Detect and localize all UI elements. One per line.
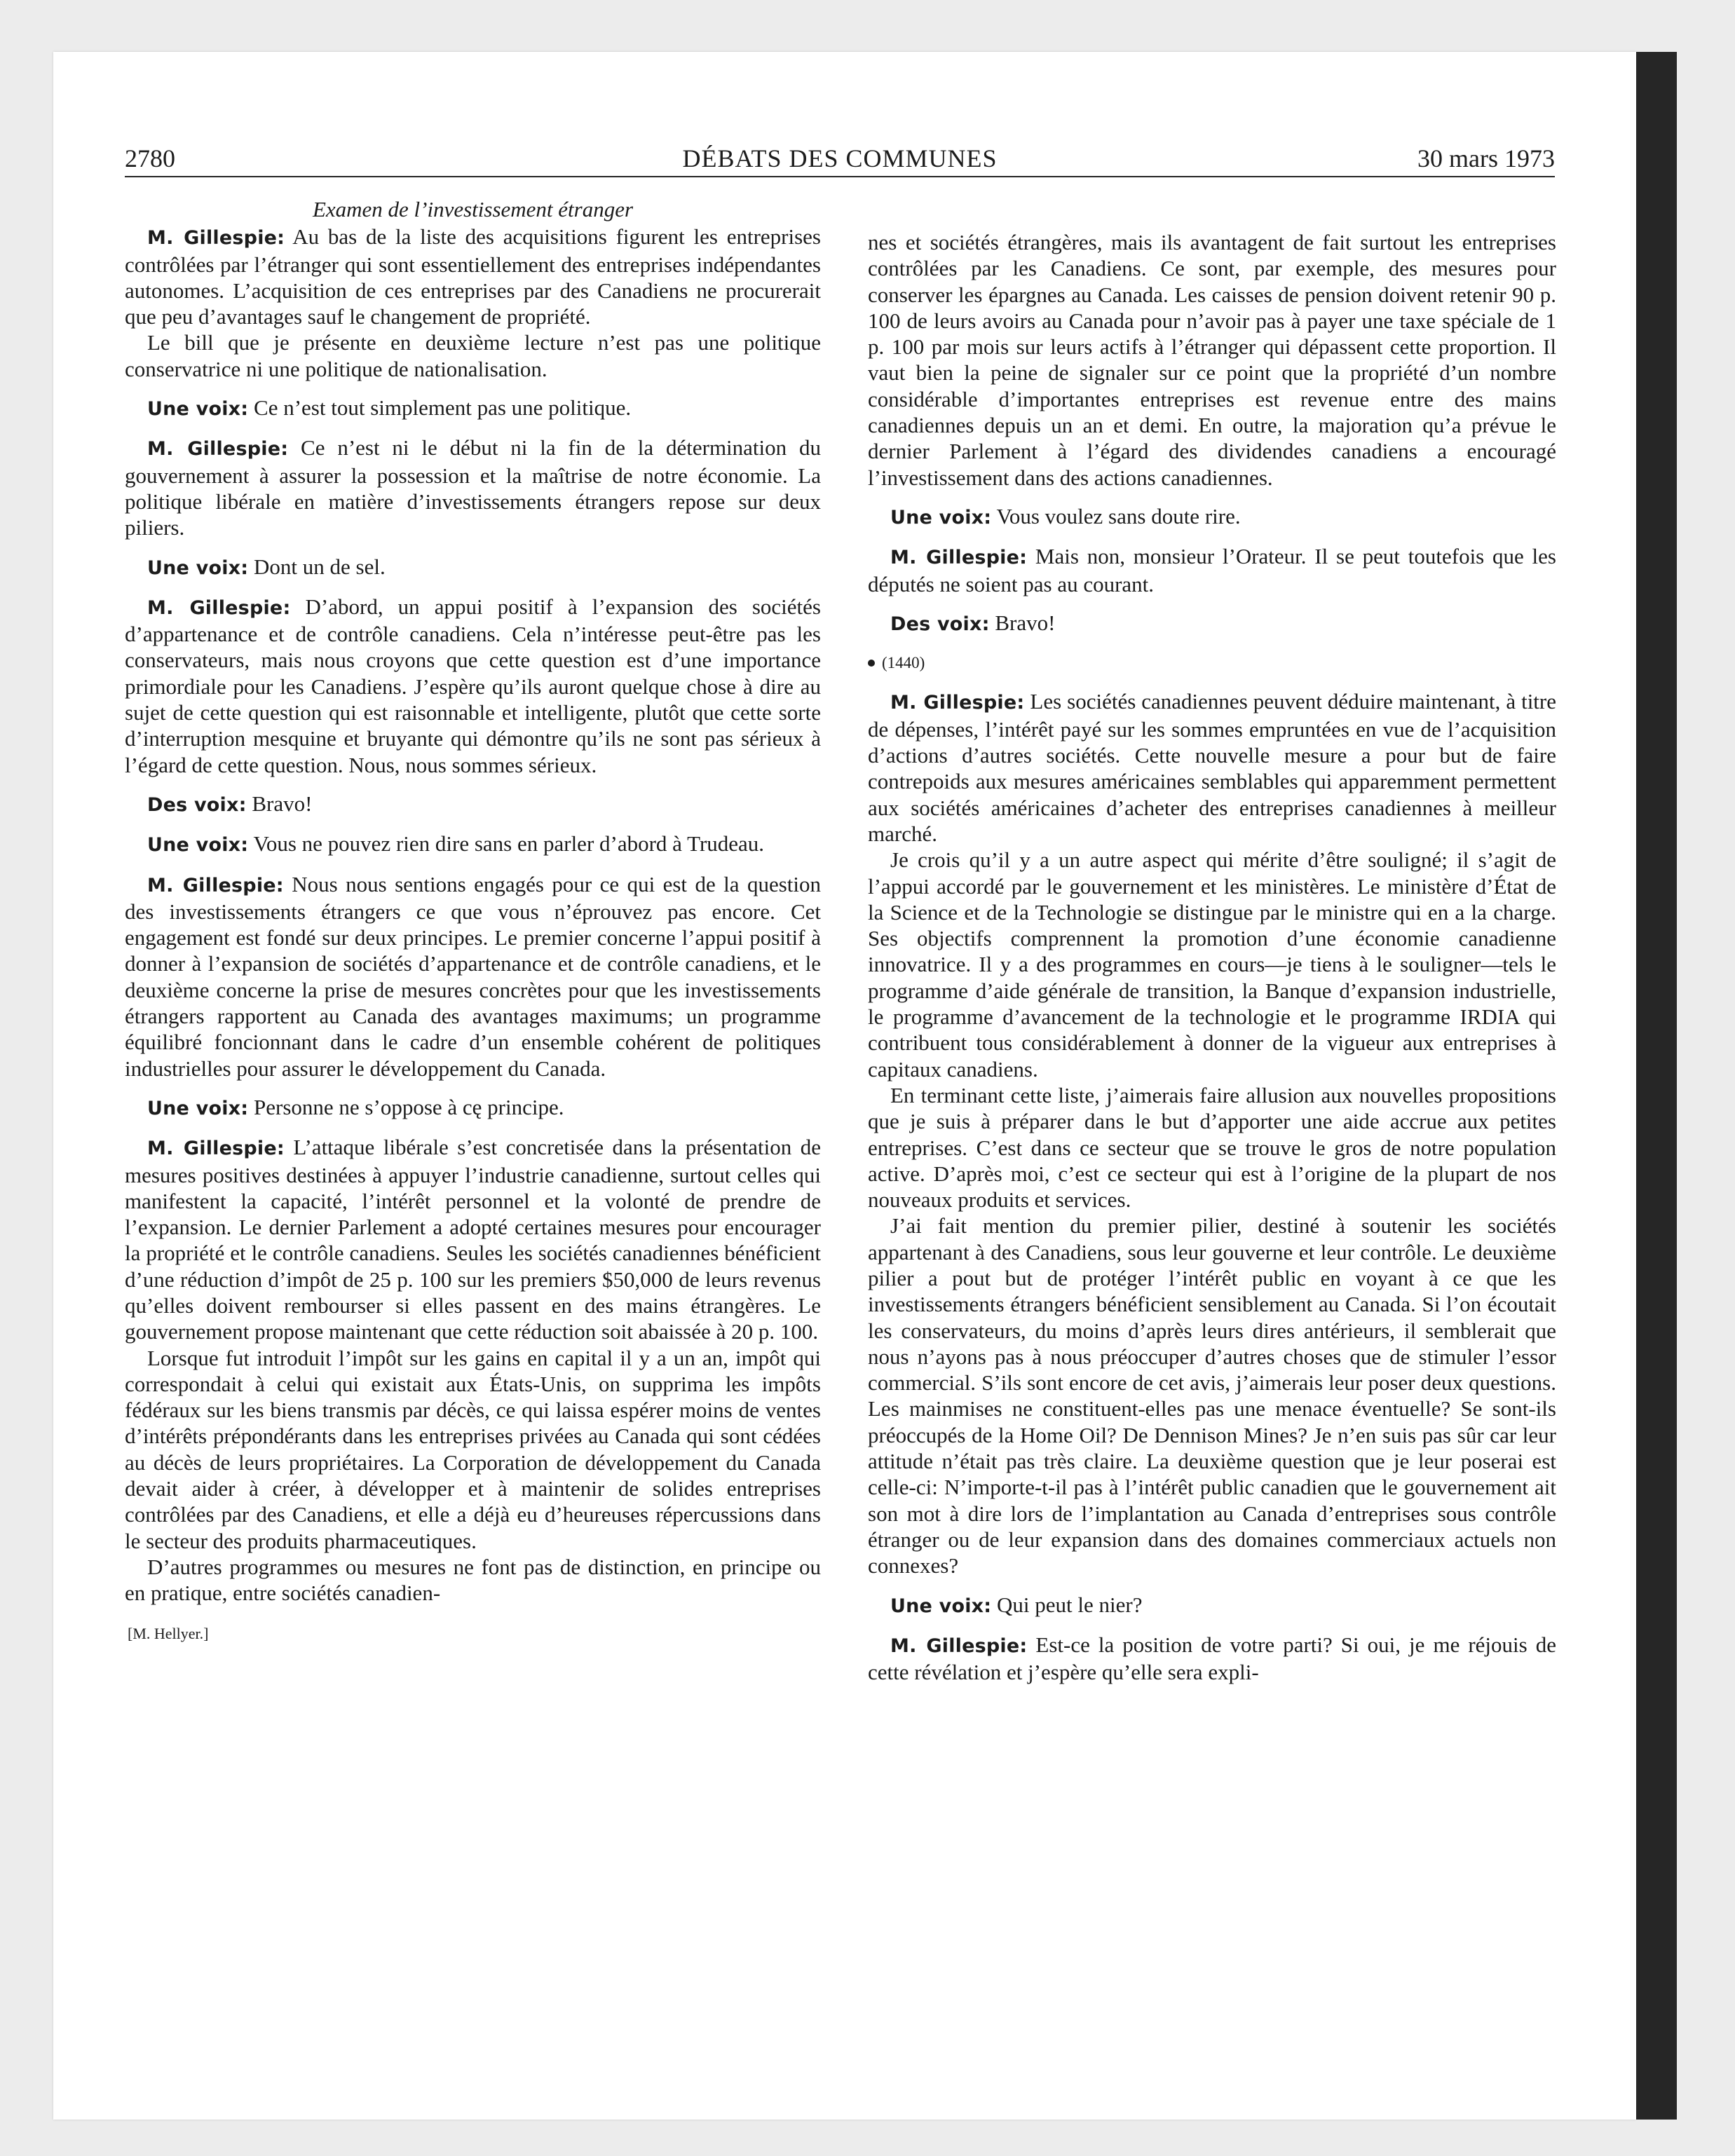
paragraph bbox=[125, 791, 821, 818]
right-paragraphs-before bbox=[868, 229, 1556, 637]
paragraph-text: Dont un de sel. bbox=[248, 554, 386, 579]
paragraph bbox=[868, 1082, 1556, 1213]
paragraph-text: Qui peut le nier? bbox=[991, 1592, 1143, 1617]
paragraph bbox=[125, 435, 821, 540]
paragraph-text: J’ai fait mention du premier pilier, destiné à soutenir les sociétés appartenant à des Canadiens, sous leur gouverne et leur contrôle. Le deuxième pilier a pout but de protéger l’intérêt public en voyant à ce que les investissements étrangers bénéficient sensiblement au Canada. Si l’on écoutait les conservateurs, du moins d’après leurs dires antérieurs, il semblerait que nous n’ayons pas à nous préoccuper d’autres choses que de stimuler l’essor commercial. S’ils sont encore de cet avis, j’aimerais leur poser deux questions. Les mainmises ne constituent-elles pas une menace éventuelle? Se sont-ils préoccupés de la Home Oil? De Dennison Mines? Je n’en suis pas sûr car leur attitude n’était pas très claire. La deuxième question que je leur poserai est celle-ci: N’importe-t-il pas à l’intérêt public canadien que le gouvernement ait son mot à dire lors de l’implantation au Canada d’entreprises sous contrôle étranger ou de leur expansion dans des domaines commerciaux actuels non connexes? bbox=[868, 1213, 1556, 1578]
speaker-name: Une voix: bbox=[147, 557, 249, 579]
paragraph-text: Ce n’est tout simplement pas une politique. bbox=[248, 395, 632, 421]
paragraph-text: Est-ce la position de votre parti? Si oui, je me réjouis de cette révélation et j’espère qu’elle sera expli- bbox=[868, 1632, 1556, 1685]
paragraph bbox=[125, 329, 821, 382]
right-paragraphs-after bbox=[868, 688, 1556, 1685]
paragraph-text: Ce n’est ni le début ni la fin de la détermination du gouvernement à assurer la possession et la maîtrise de notre économie. La politique libérale en matière d’investissements étrangers repose sur deux piliers. bbox=[125, 435, 821, 540]
speaker-name: M. Gillespie: bbox=[147, 596, 291, 619]
scan-border bbox=[1636, 52, 1677, 2120]
paragraph-text: Lorsque fut introduit l’impôt sur les gains en capital il y a un an, impôt qui correspondait à celui qui existait aux États-Unis, on supprima les impôts fédéraux sur les biens transmis par décès, ce qui laissa espérer moins de ventes d’intérêts prépondérants dans les entreprises privées au Canada qui sont cédées au décès de leurs propriétaires. La Corporation de développement du Canada devait aider à créer, à développer et à maintenir de solides entreprises contrôlées par des Canadiens, et elle a déjà eu d’heureuses répercussions dans le secteur des produits pharmaceutiques. bbox=[125, 1345, 821, 1553]
speaker-name: M. Gillespie: bbox=[147, 1138, 285, 1160]
timestamp-text: (1440) bbox=[882, 654, 925, 672]
paragraph bbox=[868, 1213, 1556, 1578]
paragraph-text: Au bas de la liste des acquisitions figurent les entreprises contrôlées par l’étranger qui sont essentiellement des entreprises indépendantes autonomes. L’acquisition de ces entreprises par des Canadiens ne procurerait que peu d’avantages sauf le changement de propriété. bbox=[125, 224, 821, 329]
speaker-name: Des voix: bbox=[147, 793, 247, 816]
paragraph bbox=[868, 543, 1556, 597]
paragraph bbox=[125, 1345, 821, 1554]
paragraph bbox=[125, 1554, 821, 1606]
paragraph bbox=[868, 229, 1556, 491]
paragraph bbox=[868, 1632, 1556, 1686]
speaker-name: M. Gillespie: bbox=[147, 227, 285, 250]
paragraph bbox=[125, 594, 821, 778]
speaker-name: Une voix: bbox=[890, 1595, 992, 1617]
footnote: [M. Hellyer.] bbox=[128, 1624, 209, 1642]
page-date: 30 mars 1973 bbox=[1417, 144, 1555, 172]
speaker-name: Une voix: bbox=[147, 1097, 249, 1119]
paragraph-text: Vous ne pouvez rien dire sans en parler d’abord à Trudeau. bbox=[248, 831, 765, 857]
paragraph-text: Bravo! bbox=[246, 791, 313, 816]
paragraph bbox=[868, 610, 1556, 637]
paragraph-text: nes et sociétés étrangères, mais ils avantagent de fait surtout les entreprises contrôlées par les Canadiens. Ce sont, par exemple, des mesures pour conserver les épargnes au Canada. Les caisses de pension doivent retenir 90 p. 100 de leurs avoirs au Canada pour n’avoir pas à payer une taxe spéciale de 1 p. 100 par mois sur leurs actifs à l’étranger qui dépassent cette proportion. Il vaut bien la peine de signaler sur ce point que la propriété d’un nombre considérable d’importantes entreprises est revenue entre des mains canadiennes depuis un an et demi. En outre, la majoration qu’a prévue le dernier Parlement à l’égard des dividendes canadiens a encouragé l’investissement dans des actions canadiennes. bbox=[868, 230, 1556, 490]
speaker-name: Des voix: bbox=[890, 613, 990, 635]
speaker-name: M. Gillespie: bbox=[147, 874, 284, 896]
speaker-name: M. Gillespie: bbox=[147, 438, 289, 460]
page-title: DÉBATS DES COMMUNES bbox=[682, 144, 998, 172]
section-subheading: Examen de l’investissement étranger bbox=[312, 197, 634, 221]
paragraph bbox=[125, 224, 821, 329]
speaker-name: Une voix: bbox=[890, 506, 992, 528]
paragraph-text: Vous voulez sans doute rire. bbox=[991, 503, 1241, 528]
paragraph bbox=[868, 688, 1556, 847]
page-header bbox=[125, 142, 1555, 177]
paragraph-text: L’attaque libérale s’est concretisée dans la présentation de mesures positives destinées à appuyer l’industrie canadienne, surtout celles qui manifestent la capacité, l’intérêt personnel et la volonté de prendre de l’expansion. Le dernier Parlement a adopté certaines mesures pour encourager la propriété et le contrôle canadiens. Seules les sociétés canadiennes bénéficient d’une réduction d’impôt de 25 p. 100 sur les premiers $50,000 de leurs revenus qu’elles doivent rembourser si elles passent en des mains étrangères. Le gouvernement propose maintenant que cette réduction soit abaissée à 20 p. 100. bbox=[125, 1135, 821, 1344]
paragraph-text: D’abord, un appui positif à l’expansion des sociétés d’appartenance et de contrôle canadiens. Cela n’intéresse peut-être pas les conservateurs, mais nous croyons que cette question est d’une importance primordiale pour les Canadiens. J’espère qu’ils auront quelque chose à dire au sujet de cette question qui est raisonnable et intelligente, plutôt que cette sorte d’interruption mesquine et bruyante qui démontre qu’ils ne sont pas sérieux à l’égard de cette question. Nous, nous sommes sérieux. bbox=[125, 594, 821, 777]
bullet-icon bbox=[868, 660, 875, 667]
paragraph-text: Les sociétés canadiennes peuvent déduire maintenant, à titre de dépenses, l’intérêt payé sur les sommes empruntées en vue de l’acquisition d’actions d’autres sociétés. Cette nouvelle mesure a pour but de faire contrepoids aux mesures américaines semblables qui apparemment permettent aux sociétés américaines d’acheter des entreprises canadiennes à meilleur marché. bbox=[868, 689, 1556, 846]
paragraph-text: Mais non, monsieur l’Orateur. Il se peut toutefois que les députés ne soient pas au courant. bbox=[868, 544, 1556, 596]
paragraph bbox=[125, 395, 821, 422]
left-column bbox=[125, 196, 821, 1662]
paragraph bbox=[125, 1134, 821, 1344]
paragraph-text: Je crois qu’il y a un autre aspect qui mérite d’être souligné; il s’agit de l’appui accordé par le gouvernement et les ministères. Le ministère d’État de la Science et de la Technologie se distingue par le ministre qui en a la charge. Ses objectifs comprennent la promotion d’une économie canadienne innovatrice. Il y a des programmes en cours—je tiens à le souligner—tels le programme d’aide générale de transition, la Banque d’expansion industrielle, le programme d’avancement de la technologie et le programme IRDIA qui contribuent tous considérablement à donner de la vigueur aux entreprises à capitaux canadiens. bbox=[868, 847, 1556, 1082]
paragraph bbox=[868, 503, 1556, 531]
paragraph-text: Bravo! bbox=[989, 610, 1056, 635]
paragraph bbox=[125, 554, 821, 581]
paragraph-text: Personne ne s’oppose à cę principe. bbox=[248, 1094, 564, 1119]
paragraph-text: D’autres programmes ou mesures ne font pas de distinction, en principe ou en pratique, entre sociétés canadien- bbox=[125, 1554, 821, 1606]
paragraph bbox=[125, 831, 821, 858]
left-paragraphs bbox=[125, 224, 821, 1606]
speaker-name: M. Gillespie: bbox=[890, 692, 1025, 714]
paragraph-text: Nous nous sentions engagés pour ce qui est de la question des investissements étrangers ce que vous n’éprouvez pas encore. Cet engagement est fondé sur deux principes. Le premier concerne l’appui positif à donner à l’expansion de sociétés d’appartenance et de contrôle canadiens, et le deuxième concerne la prise de mesures concrètes pour que les investissements étrangers rapportent au Canada des avantages maximums; un programme équilibré foncionnant dans le cadre d’un ensemble cohérent de politiques industrielles pour assurer le développement du Canada. bbox=[125, 871, 821, 1081]
page-number: 2780 bbox=[125, 144, 175, 172]
paragraph bbox=[868, 1592, 1556, 1619]
speaker-name: Une voix: bbox=[147, 834, 249, 857]
timestamp-marker bbox=[868, 650, 1556, 676]
right-column bbox=[868, 229, 1556, 1685]
paragraph bbox=[125, 1094, 821, 1121]
paragraph bbox=[868, 847, 1556, 1082]
paragraph-text: En terminant cette liste, j’aimerais faire allusion aux nouvelles propositions que je suis à préparer dans le but d’apporter une aide accrue aux petites entreprises. C’est dans ce secteur que se trouve le gros de notre population active. D’après moi, c’est ce secteur qui est à l’origine de la plupart de nos nouveaux produits et services. bbox=[868, 1082, 1556, 1213]
speaker-name: M. Gillespie: bbox=[890, 547, 1028, 569]
speaker-name: M. Gillespie: bbox=[890, 1635, 1028, 1657]
paragraph bbox=[125, 871, 821, 1082]
speaker-name: Une voix: bbox=[147, 398, 249, 421]
paragraph-text: Le bill que je présente en deuxième lecture n’est pas une politique conservatrice ni une politique de nationalisation. bbox=[125, 330, 821, 381]
